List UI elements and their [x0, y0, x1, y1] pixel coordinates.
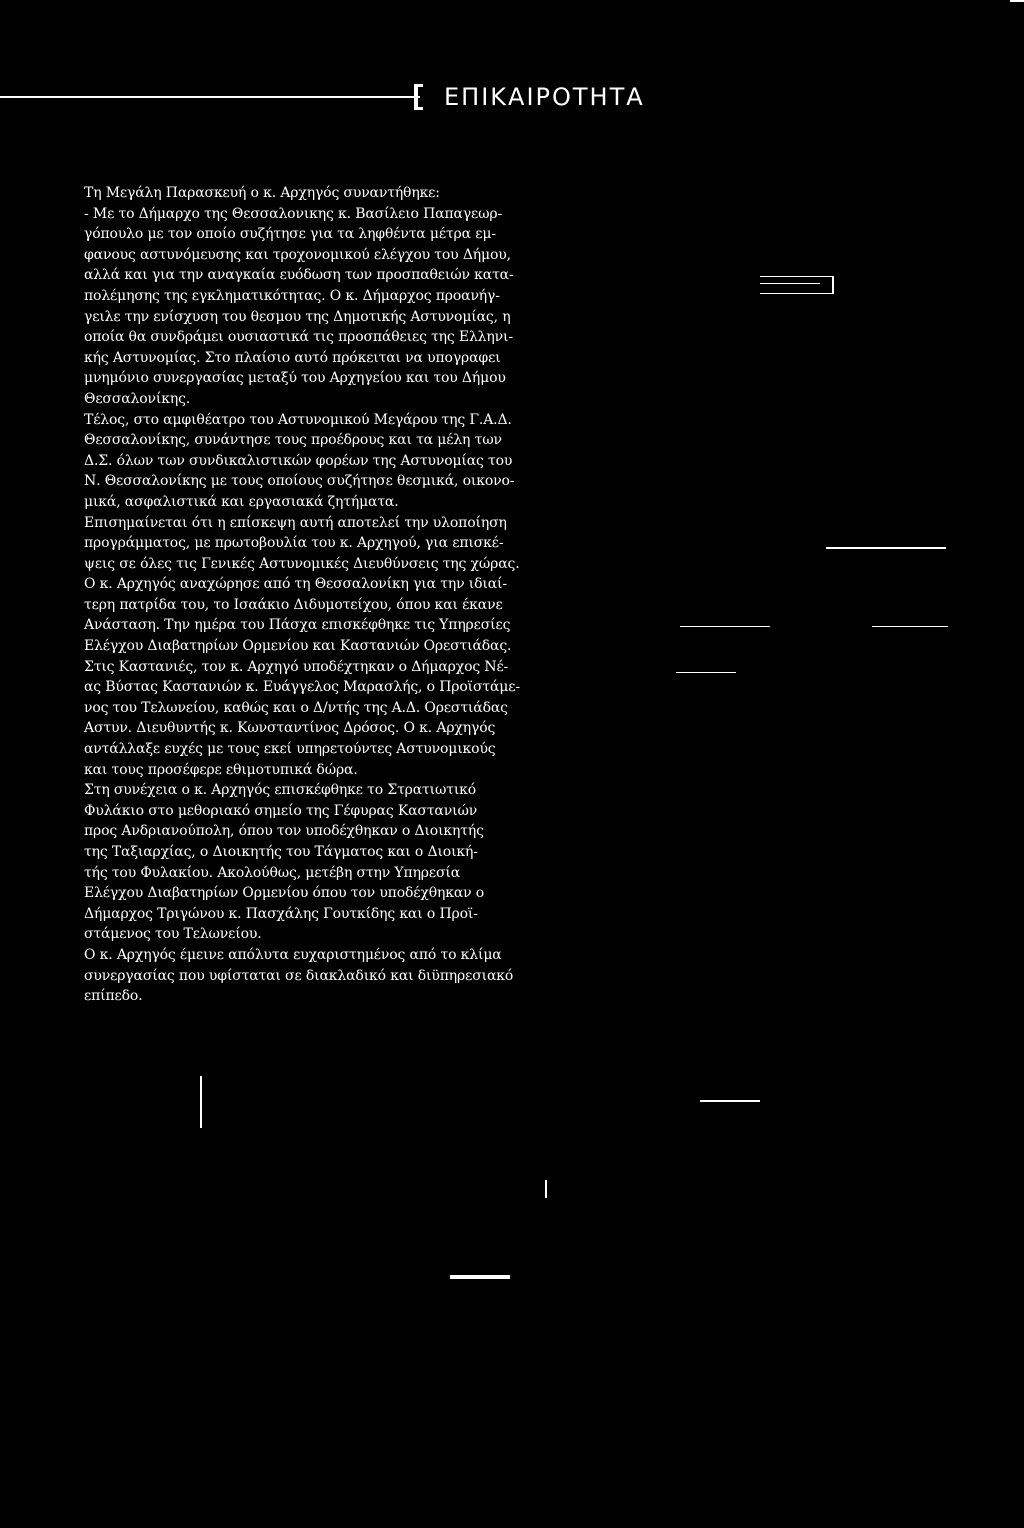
article-line: και τους προσέφερε εθιμοτυπικά δώρα. [84, 761, 358, 778]
article-line: φανους αστυνόμευσης και τροχονομικού ελέγχου του Δήμου, [84, 246, 511, 263]
article-line: προγράμματος, με πρωτοβουλία του κ. Αρχηγού, για επισκέ- [84, 535, 504, 552]
decorative-rule [450, 1275, 510, 1279]
article-line: Επισημαίνεται ότι η επίσκεψη αυτή αποτελεί την υλοποίηση [84, 514, 507, 531]
article-line: Δ.Σ. όλων των συνδικαλιστικών φορέων της Αστυνομίας του [84, 452, 513, 469]
article-line: πολέμησης της εγκληματικότητας. Ο κ. Δήμαρχος προανήγ- [84, 287, 500, 304]
article-line: της Ταξιαρχίας, ο Διοικητής του Τάγματος και ο Διοική- [84, 844, 478, 860]
article-line: Αστυν. Διευθυντής κ. Κωνσταντίνος Δρόσος. Ο κ. Αρχηγός [84, 720, 496, 737]
header-rule [0, 96, 420, 98]
decorative-rule [872, 626, 948, 627]
article-line: Τέλος, στο αμφιθέατρο του Αστυνομικού Μεγάρου της Γ.Α.Δ. [84, 411, 512, 428]
article-line: στάμενος του Τελωνείου. [84, 926, 262, 943]
article-line: Ελέγχου Διαβατηρίων Ορμενίου και Καστανιών Ορεστιάδας. [84, 638, 512, 655]
decorative-mark [1010, 0, 1024, 2]
article-line: κής Αστυνομίας. Στο πλαίσιο αυτό πρόκειται να υπογραφει [84, 349, 501, 366]
decorative-rule [826, 547, 946, 549]
article-line: αλλά και για την αναγκαία ευόδωση των προσπαθειών κατα- [84, 267, 514, 284]
decorative-mark [200, 1076, 202, 1128]
article-line: Θεσσαλονίκης. [84, 390, 191, 407]
decorative-bracket [760, 276, 834, 294]
article-line: Ο κ. Αρχηγός αναχώρησε από τη Θεσσαλονίκη για την ιδιαί- [84, 576, 507, 593]
article-line: νος του Τελωνείου, καθώς και ο Δ/ντής της Α.Δ. Ορεστιάδας [84, 699, 508, 716]
article-line: προς Ανδριανούπολη, όπου τον υποδέχθηκαν ο Διοικητής [84, 823, 484, 840]
article-line: Ανάσταση. Την ημέρα του Πάσχα επισκέφθηκε τις Υπηρεσίες [84, 617, 511, 634]
article-line: Θεσσαλονίκης, συνάντησε τους προέδρους και τα μέλη των [84, 432, 502, 449]
decorative-rule [676, 672, 736, 673]
header-bracket-icon [414, 84, 423, 110]
section-title: ΕΠΙΚΑΙΡΟΤΗΤΑ [444, 83, 645, 111]
article-line: οποία θα συνδράμει ουσιαστικά τις προσπάθειες της Ελληνι- [84, 329, 513, 346]
article-line: Στις Καστανιές, τον κ. Αρχηγό υποδέχτηκαν ο Δήμαρχος Νέ- [84, 658, 509, 675]
article-line: μνημόνιο συνεργασίας μεταξύ του Αρχηγείου και του Δήμου [84, 370, 506, 387]
article-line: - Με το Δήμαρχο της Θεσσαλονικης κ. Βασίλειο Παπαγεωρ- [84, 205, 503, 222]
article-line: Ελέγχου Διαβατηρίων Ορμενίου όπου τον υποδέχθηκαν ο [84, 885, 485, 902]
article-line: επίπεδο. [84, 988, 143, 1005]
article-line: τερη πατρίδα του, το Ισαάκιο Διδυμοτείχου, όπου και έκανε [84, 596, 503, 613]
article-line: Τη Μεγάλη Παρασκευή ο κ. Αρχηγός συναντήθηκε: [84, 185, 440, 201]
article-line: Φυλάκιο στο μεθοριακό σημείο της Γέφυρας Καστανιών [84, 802, 478, 819]
article-line: γόπουλο με τον οποίο συζήτησε για τα ληφθέντα μέτρα εμ- [84, 226, 496, 243]
article-line: ας Βύστας Καστανιών κ. Ευάγγελος Μαρασλής, ο Προϊστάμε- [84, 679, 520, 696]
article-line: Δήμαρχος Τριγώνου κ. Πασχάλης Γουτκίδης και ο Προϊ- [84, 905, 478, 922]
decorative-rule [760, 283, 820, 284]
article-body [84, 183, 534, 1007]
article-line: Ο κ. Αρχηγός έμεινε απόλυτα ευχαριστημένος από το κλίμα [84, 946, 502, 963]
article-line: γειλε την ενίσχυση του θεσμου της Δημοτικής Αστυνομίας, η [84, 308, 511, 325]
article-line: ψεις σε όλες τις Γενικές Αστυνομικές Διευθύνσεις της χώρας. [84, 555, 520, 572]
article-line: Στη συνέχεια ο κ. Αρχηγός επισκέφθηκε το Στρατιωτικό [84, 782, 477, 799]
article-line: μικά, ασφαλιστικά και εργασιακά ζητήματα. [84, 493, 399, 510]
decorative-mark [545, 1180, 547, 1198]
article-line: τής του Φυλακίου. Ακολούθως, μετέβη στην Υπηρεσία [84, 864, 461, 881]
article-line: συνεργασίας που υφίσταται σε διακλαδικό και διϋπηρεσιακό [84, 967, 514, 984]
decorative-rule [700, 1100, 760, 1102]
decorative-rule [680, 626, 770, 627]
article-line: αντάλλαξε ευχές με τους εκεί υπηρετούντες Αστυνομικούς [84, 741, 496, 758]
article-line: Ν. Θεσσαλονίκης με τους οποίους συζήτησε θεσμικά, οικονο- [84, 473, 515, 490]
